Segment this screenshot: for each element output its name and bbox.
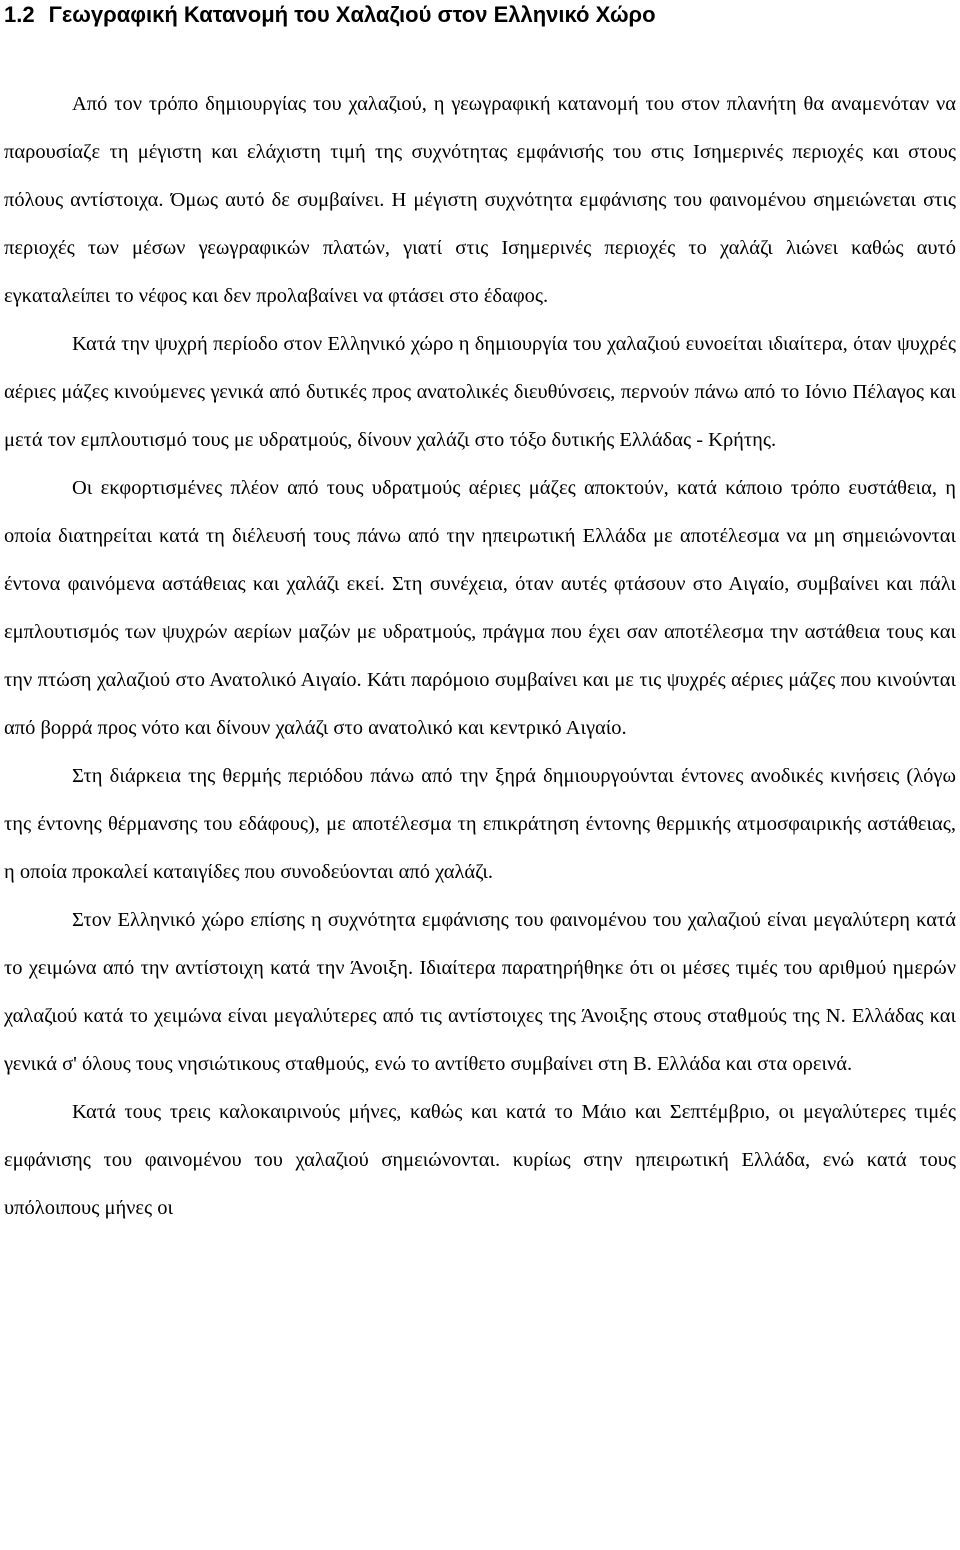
paragraph-warm-period: Στη διάρκεια της θερμής περιόδου πάνω από την ξηρά δημιουργούνται έντονες ανοδικές κινήσεις (λόγω της έντονης θέρμανσης του εδάφους), με αποτέλεσμα τη επικράτηση έντονης θερμικής ατμοσφαιρικής αστάθειας, η οποία προκαλεί καταιγίδες που συνοδεύονται από χαλάζι. <box>4 765 956 883</box>
paragraph-summer-months: Κατά τους τρεις καλοκαιρινούς μήνες, καθώς και κατά το Μάιο και Σεπτέμβριο, οι μεγαλύτερες τιμές εμφάνισης του φαινομένου του χαλαζιού σημειώνονται. κυρίως στην ηπειρωτική Ελλάδα, ενώ κατά τους υπόλοιπους μήνες οι <box>4 1101 956 1219</box>
paragraph-cold-period-west: Κατά την ψυχρή περίοδο στον Ελληνικό χώρο η δημιουργία του χαλαζιού ευνοείται ιδιαίτερα, όταν ψυχρές αέριες μάζες κινούμενες γενικά από δυτικές προς ανατολικές διευθύνσεις, περνούν πάνω από το Ιόνιο Πέλαγος και μετά τον εμπλουτισμό τους με υδρατμούς, δίνουν χαλάζι στο τόξο δυτικής Ελλάδας - Κρήτης. <box>4 333 956 451</box>
paragraph-hail-global-distribution: Από τον τρόπο δημιουργίας του χαλαζιού, η γεωγραφική κατανομή του στον πλανήτη θα αναμενόταν να παρουσίαζε τη μέγιστη και ελάχιστη τιμή της συχνότητας εμφάνισής του στις Ισημερινές περιοχές και στους πόλους αντίστοιχα. Όμως αυτό δε συμβαίνει. Η μέγιστη συχνότητα εμφάνισης του φαινομένου σημειώνεται στις περιοχές των μέσων γεωγραφικών πλατών, γιατί στις Ισημερινές περιοχές το χαλάζι λιώνει καθώς αυτό εγκαταλείπει το νέφος και δεν προλαβαίνει να φτάσει στο έδαφος. <box>4 93 956 307</box>
section-number: 1.2 <box>4 2 35 27</box>
section-title: Γεωγραφική Κατανομή του Χαλαζιού στον Ελληνικό Χώρο <box>48 2 656 27</box>
section-heading <box>4 0 656 30</box>
paragraph-seasonal-frequency: Στον Ελληνικό χώρο επίσης η συχνότητα εμφάνισης του φαινομένου του χαλαζιού είναι μεγαλύτερη κατά το χειμώνα από την αντίστοιχη κατά την Άνοιξη. Ιδιαίτερα παρατηρήθηκε ότι οι μέσες τιμές του αριθμού ημερών χαλαζιού κατά το χειμώνα είναι μεγαλύτερες από τις αντίστοιχες της Άνοιξης στους σταθμούς της Ν. Ελλάδας και γενικά σ' όλους τους νησιώτικους σταθμούς, ενώ το αντίθετο συμβαίνει στη Β. Ελλάδα και στα ορεινά. <box>4 909 956 1075</box>
document-body <box>4 80 956 1232</box>
paragraph-aegean-instability: Οι εκφορτισμένες πλέον από τους υδρατμούς αέριες μάζες αποκτούν, κατά κάποιο τρόπο ευστάθεια, η οποία διατηρείται κατά τη διέλευσή τους πάνω από την ηπειρωτική Ελλάδα με αποτέλεσμα να μη σημειώνονται έντονα φαινόμενα αστάθειας και χαλάζι εκεί. Στη συνέχεια, όταν αυτές φτάσουν στο Αιγαίο, συμβαίνει και πάλι εμπλουτισμός των ψυχρών αερίων μαζών με υδρατμούς, πράγμα που έχει σαν αποτέλεσμα την αστάθεια τους και την πτώση χαλαζιού στο Ανατολικό Αιγαίο. Κάτι παρόμοιο συμβαίνει και με τις ψυχρές αέριες μάζες που κινούνται από βορρά προς νότο και δίνουν χαλάζι στο ανατολικό και κεντρικό Αιγαίο. <box>4 477 956 739</box>
